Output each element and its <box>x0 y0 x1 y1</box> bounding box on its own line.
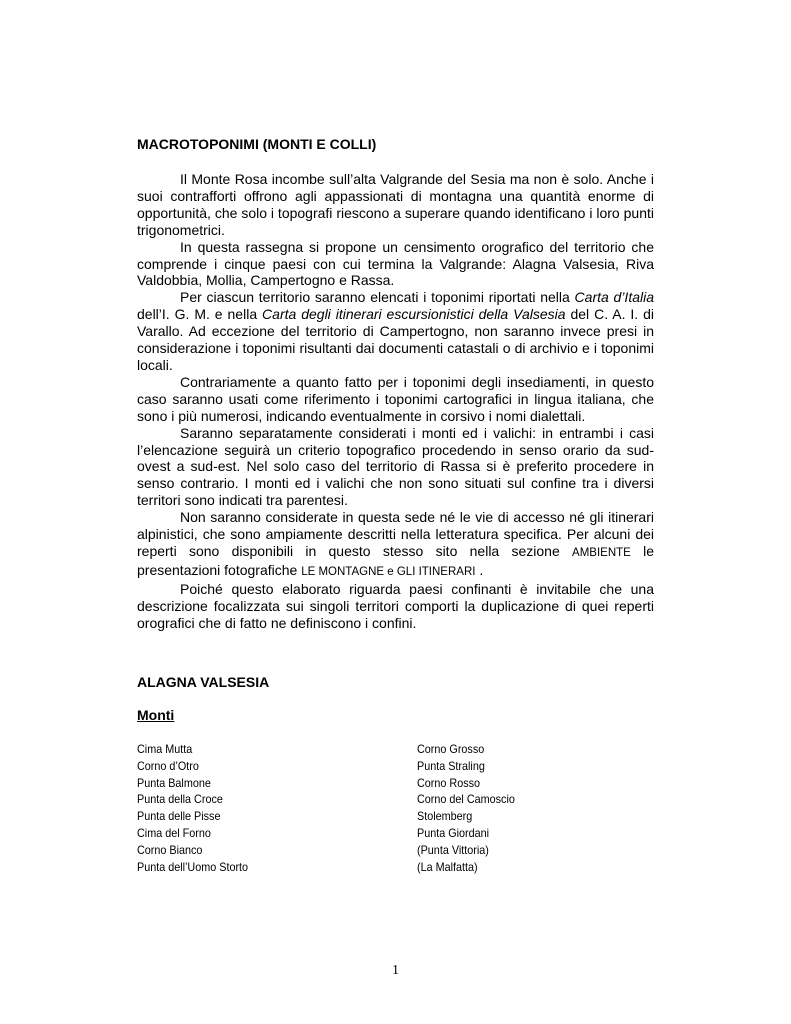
paragraph-6-text-a: Non saranno considerate in questa sede né le vie di accesso né gli itinerari alpinistici, che sono ampiamente descritti nella letteratura specifica. Per alcuni dei reperti sono disponibili in questo stesso sito nella sezione <box>137 509 654 559</box>
list-item: Stolemberg <box>417 809 473 824</box>
list-item: Corno Grosso <box>417 742 485 756</box>
paragraph-4-text: Contrariamente a quanto fatto per i toponimi degli insediamenti, in questo caso saranno usati come riferimento i toponimi cartografici in lingua italiana, che sono i più numerosi, indicando eventualmente in corsivo i nomi dialettali. <box>137 373 654 424</box>
paragraph-6-text-b: le presentazioni fotografiche <box>137 542 655 578</box>
paragraph-6 <box>137 509 654 581</box>
paragraph-2 <box>137 239 654 290</box>
paragraph-7 <box>137 581 654 632</box>
list-item: Punta della Croce <box>137 792 223 807</box>
paragraph-1-text: Il Monte Rosa incombe sull’alta Valgrande del Sesia ma non è solo. Anche i suoi contrafforti offrono agli appassionati di montagna una quantità enorme di opportunità, che solo i topografi riescono a superare quando identificano i loro punti trigonometrici. <box>137 171 654 238</box>
paragraph-3-text-c: del C. A. I. di Varallo. Ad eccezione del territorio di Campertogno, non saranno invece presi in considerazione i toponimi risultanti dai documenti catastali o di archivio e i toponimi locali. <box>137 306 655 373</box>
paragraph-1 <box>137 171 654 239</box>
list-item: Punta delle Pisse <box>137 809 221 824</box>
list-item: Punta dell’Uomo Storto <box>137 859 249 874</box>
section-title: ALAGNA VALSESIA <box>137 674 270 690</box>
list-item: Punta Giordani <box>417 825 490 840</box>
list-item: Punta Balmone <box>137 775 211 790</box>
intro-text <box>137 171 654 631</box>
document-title: MACROTOPONIMI (MONTI E COLLI) <box>137 136 377 152</box>
paragraph-2-text: In questa rassegna si propone un censimento orografico del territorio che comprende i cinque paesi con cui termina la Valgrande: Alagna Valsesia, Riva Valdobbia, Mollia, Campertogno e Rassa. <box>137 238 654 289</box>
list-item: Corno d’Otro <box>137 758 199 773</box>
paragraph-3-text-b: dell’I. G. M. e nella <box>137 306 263 323</box>
paragraph-4 <box>137 374 654 425</box>
list-item: Corno del Camoscio <box>417 792 515 807</box>
paragraph-5-text: Saranno separatamente considerati i monti ed i valichi: in entrambi i casi l’elencazione seguirà un criterio topografico procedendo in senso orario da sud-ovest a sud-est. Nel solo caso del territorio di Rassa si è preferito procedere in senso contrario. I monti ed i valichi che non sono situati sul confine tra i diversi territori sono indicati tra parentesi. <box>137 424 654 509</box>
list-item: Punta Straling <box>417 758 485 773</box>
list-item: Cima Mutta <box>137 742 193 756</box>
page-number: 1 <box>392 963 399 978</box>
paragraph-3-text-a: Per ciascun territorio saranno elencati i toponimi riportati nella <box>180 289 575 306</box>
list-item: Corno Rosso <box>417 775 481 790</box>
paragraph-3 <box>137 289 654 374</box>
paragraph-7-text: Poiché questo elaborato riguarda paesi confinanti è invitabile che una descrizione focalizzata sui singoli territori comporti la duplicazione di quei reperti orografici che di fatto ne definiscono i confini. <box>137 580 654 631</box>
paragraph-5 <box>137 425 654 510</box>
list-item: Cima del Forno <box>137 825 211 840</box>
photo-presentations-reference: LE MONTAGNE e GLI ITINERARI <box>301 565 476 578</box>
list-item: (Punta Vittoria) <box>417 842 489 857</box>
mountains-list-right <box>417 741 515 875</box>
list-item: (La Malfatta) <box>417 859 478 874</box>
carta-italia-title: Carta d’Italia <box>574 289 655 306</box>
paragraph-6-text-c: . <box>475 561 484 578</box>
list-item: Corno Bianco <box>137 842 203 857</box>
ambiente-section-reference: AMBIENTE <box>572 546 631 559</box>
subsection-title: Monti <box>137 707 175 723</box>
mountains-list-left <box>137 741 248 875</box>
carta-itinerari-title: Carta degli itinerari escursionistici della Valsesia <box>262 306 566 323</box>
